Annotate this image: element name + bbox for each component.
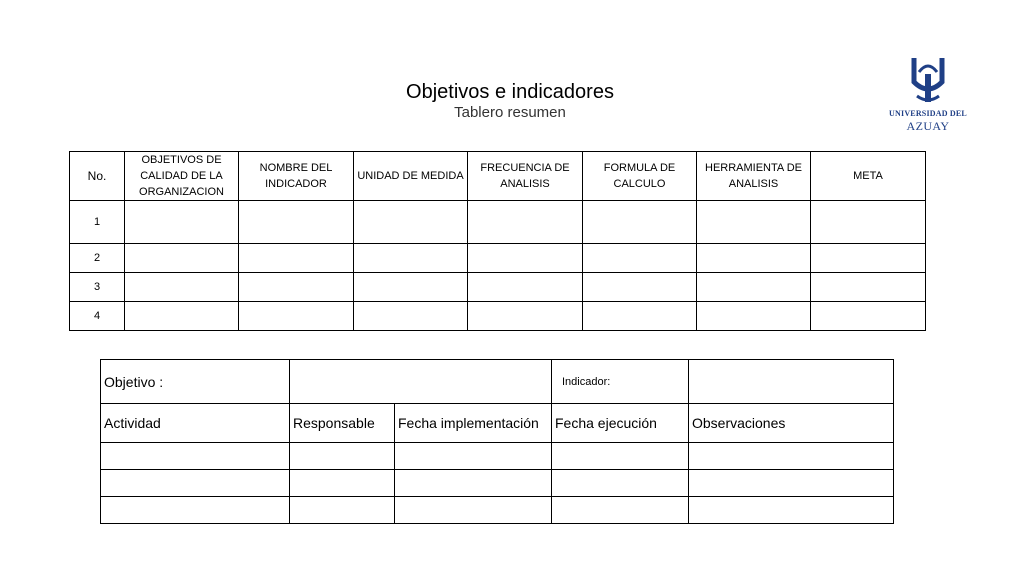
- table-cell[interactable]: [697, 244, 811, 273]
- table-cell[interactable]: [552, 497, 689, 524]
- table-cell[interactable]: [697, 273, 811, 302]
- table-cell[interactable]: [395, 470, 552, 497]
- header-no: No.: [70, 152, 125, 201]
- header-herramienta: HERRAMIENTA DE ANALISIS: [697, 152, 811, 201]
- table-cell[interactable]: [811, 201, 926, 244]
- table-cell[interactable]: [239, 244, 354, 273]
- logo-line1: UNIVERSIDAD DEL: [889, 109, 967, 118]
- objetivo-value-cell[interactable]: [290, 360, 552, 404]
- header-formula: FORMULA DE CALCULO: [583, 152, 697, 201]
- table-cell[interactable]: [468, 244, 583, 273]
- table-row: [101, 443, 894, 470]
- table-cell[interactable]: [395, 443, 552, 470]
- indicador-value-cell[interactable]: [689, 360, 894, 404]
- table-cell[interactable]: [697, 302, 811, 331]
- table-cell[interactable]: [125, 273, 239, 302]
- table-row: [70, 244, 926, 273]
- row-number: 4: [70, 302, 125, 331]
- header-nombre-indicador: NOMBRE DEL INDICADOR: [239, 152, 354, 201]
- table-row: [101, 497, 894, 524]
- table-cell[interactable]: [125, 302, 239, 331]
- table-cell[interactable]: [552, 470, 689, 497]
- header-objetivos: OBJETIVOS DE CALIDAD DE LA ORGANIZACION: [125, 152, 239, 201]
- table-cell[interactable]: [125, 244, 239, 273]
- activities-header-row: [101, 404, 894, 443]
- header-fecha-ejecucion: Fecha ejecución: [552, 404, 689, 443]
- indicators-header-row: [70, 152, 926, 201]
- table-cell[interactable]: [125, 201, 239, 244]
- table-cell[interactable]: [697, 201, 811, 244]
- table-cell[interactable]: [811, 244, 926, 273]
- table-cell[interactable]: [811, 273, 926, 302]
- row-number: 1: [70, 201, 125, 244]
- table-cell[interactable]: [468, 273, 583, 302]
- university-logo-icon: [884, 52, 972, 108]
- page-subtitle: Tablero resumen: [454, 104, 566, 121]
- table-cell[interactable]: [239, 273, 354, 302]
- table-cell[interactable]: [689, 443, 894, 470]
- header-responsable: Responsable: [290, 404, 395, 443]
- table-cell[interactable]: [239, 201, 354, 244]
- table-cell[interactable]: [552, 443, 689, 470]
- indicators-table: [69, 151, 926, 331]
- table-cell[interactable]: [354, 244, 468, 273]
- table-cell[interactable]: [101, 443, 290, 470]
- page-title: Objetivos e indicadores: [406, 81, 614, 103]
- table-cell[interactable]: [101, 470, 290, 497]
- header-fecha-implementacion: Fecha implementación: [395, 404, 552, 443]
- table-cell[interactable]: [290, 443, 395, 470]
- header-unidad-medida: UNIDAD DE MEDIDA: [354, 152, 468, 201]
- table-row: [70, 201, 926, 244]
- header-actividad: Actividad: [101, 404, 290, 443]
- table-cell[interactable]: [583, 273, 697, 302]
- table-cell[interactable]: [689, 497, 894, 524]
- university-logo: [884, 52, 972, 134]
- header-frecuencia: FRECUENCIA DE ANALISIS: [468, 152, 583, 201]
- table-cell[interactable]: [101, 497, 290, 524]
- table-cell[interactable]: [354, 273, 468, 302]
- table-cell[interactable]: [468, 201, 583, 244]
- header-meta: META: [811, 152, 926, 201]
- table-cell[interactable]: [354, 201, 468, 244]
- table-cell[interactable]: [583, 244, 697, 273]
- table-row: [70, 273, 926, 302]
- table-cell[interactable]: [811, 302, 926, 331]
- table-cell[interactable]: [395, 497, 552, 524]
- table-cell[interactable]: [290, 470, 395, 497]
- table-cell[interactable]: [583, 302, 697, 331]
- indicador-label: Indicador:: [552, 360, 689, 404]
- objetivo-label: Objetivo :: [101, 360, 290, 404]
- table-cell[interactable]: [468, 302, 583, 331]
- table-row: [101, 470, 894, 497]
- row-number: 2: [70, 244, 125, 273]
- table-cell[interactable]: [290, 497, 395, 524]
- table-cell[interactable]: [239, 302, 354, 331]
- table-cell[interactable]: [354, 302, 468, 331]
- table-row: [70, 302, 926, 331]
- row-number: 3: [70, 273, 125, 302]
- logo-line2: AZUAY: [906, 119, 950, 133]
- header-observaciones: Observaciones: [689, 404, 894, 443]
- table-cell[interactable]: [583, 201, 697, 244]
- table-cell[interactable]: [689, 470, 894, 497]
- objective-row: [101, 360, 894, 404]
- activities-table: [100, 359, 894, 524]
